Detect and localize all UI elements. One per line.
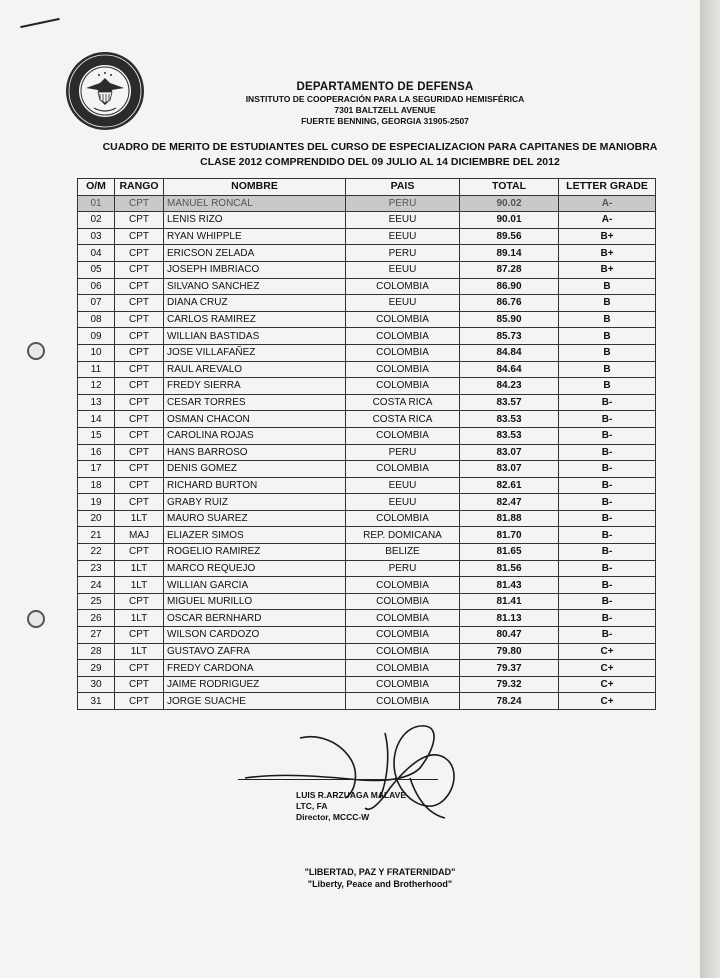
table-row — [78, 394, 656, 411]
cell-om: 12 — [78, 378, 115, 395]
table-header-row — [78, 179, 656, 196]
cell-rank: CPT — [115, 328, 164, 345]
cell-total: 83.53 — [460, 427, 559, 444]
cell-om: 19 — [78, 494, 115, 511]
cell-om: 06 — [78, 278, 115, 295]
cell-om: 26 — [78, 610, 115, 627]
cell-total: 81.65 — [460, 544, 559, 561]
cell-grade: B- — [559, 427, 656, 444]
cell-name: OSCAR BERNHARD — [164, 610, 346, 627]
motto-spanish: "LIBERTAD, PAZ Y FRATERNIDAD" — [304, 867, 456, 877]
merit-table — [77, 178, 656, 710]
cell-grade: B- — [559, 610, 656, 627]
cell-om: 14 — [78, 411, 115, 428]
cell-total: 83.53 — [460, 411, 559, 428]
table-row — [78, 344, 656, 361]
cell-grade: B- — [559, 577, 656, 594]
address-line-1: 7301 BALTZELL AVENUE — [334, 105, 436, 115]
cell-grade: B+ — [559, 245, 656, 262]
cell-rank: CPT — [115, 361, 164, 378]
table-row — [78, 544, 656, 561]
table-row — [78, 328, 656, 345]
table-row — [78, 212, 656, 229]
cell-total: 81.88 — [460, 510, 559, 527]
cell-total: 79.80 — [460, 643, 559, 660]
table-row — [78, 278, 656, 295]
table-body — [78, 195, 656, 709]
cell-total: 82.47 — [460, 494, 559, 511]
cell-om: 23 — [78, 560, 115, 577]
cell-country: EEUU — [346, 494, 460, 511]
cell-total: 81.13 — [460, 610, 559, 627]
cell-name: RAUL AREVALO — [164, 361, 346, 378]
motto — [250, 866, 510, 890]
table-row — [78, 627, 656, 644]
cell-total: 84.64 — [460, 361, 559, 378]
cell-rank: CPT — [115, 461, 164, 478]
cell-country: PERU — [346, 560, 460, 577]
table-row — [78, 527, 656, 544]
cell-om: 03 — [78, 228, 115, 245]
cell-rank: 1LT — [115, 643, 164, 660]
cell-country: EEUU — [346, 228, 460, 245]
cell-name: ERICSON ZELADA — [164, 245, 346, 262]
cell-total: 90.02 — [460, 195, 559, 212]
table-row — [78, 560, 656, 577]
cell-rank: CPT — [115, 660, 164, 677]
cell-country: COLOMBIA — [346, 660, 460, 677]
cell-grade: B- — [559, 394, 656, 411]
cell-name: MIGUEL MURILLO — [164, 593, 346, 610]
cell-country: COLOMBIA — [346, 676, 460, 693]
cell-om: 16 — [78, 444, 115, 461]
cell-rank: CPT — [115, 228, 164, 245]
table-row — [78, 610, 656, 627]
table-row — [78, 693, 656, 710]
cell-om: 11 — [78, 361, 115, 378]
cell-country: COLOMBIA — [346, 593, 460, 610]
cell-grade: B- — [559, 411, 656, 428]
cell-country: COSTA RICA — [346, 394, 460, 411]
header-grade: LETTER GRADE — [559, 179, 656, 196]
cell-om: 28 — [78, 643, 115, 660]
table-row — [78, 461, 656, 478]
cell-total: 85.90 — [460, 311, 559, 328]
cell-country: EEUU — [346, 261, 460, 278]
cell-rank: CPT — [115, 212, 164, 229]
table-row — [78, 261, 656, 278]
cell-grade: B — [559, 295, 656, 312]
cell-total: 81.56 — [460, 560, 559, 577]
cell-name: LENIS RIZO — [164, 212, 346, 229]
cell-country: COLOMBIA — [346, 643, 460, 660]
table-row — [78, 593, 656, 610]
cell-rank: MAJ — [115, 527, 164, 544]
cell-om: 09 — [78, 328, 115, 345]
cell-grade: B — [559, 344, 656, 361]
signer-name: LUIS R.ARZUAGA MALAVE — [296, 790, 407, 800]
cell-grade: C+ — [559, 643, 656, 660]
cell-name: ELIAZER SIMOS — [164, 527, 346, 544]
cell-country: BELIZE — [346, 544, 460, 561]
cell-name: DIANA CRUZ — [164, 295, 346, 312]
cell-country: COLOMBIA — [346, 461, 460, 478]
cell-total: 81.70 — [460, 527, 559, 544]
cell-name: OSMAN CHACON — [164, 411, 346, 428]
cell-om: 30 — [78, 676, 115, 693]
table-row — [78, 643, 656, 660]
cell-name: JOSE VILLAFAÑEZ — [164, 344, 346, 361]
cell-total: 83.07 — [460, 444, 559, 461]
table-row — [78, 577, 656, 594]
cell-om: 22 — [78, 544, 115, 561]
cell-country: COLOMBIA — [346, 328, 460, 345]
cell-name: SILVANO SANCHEZ — [164, 278, 346, 295]
cell-grade: B- — [559, 593, 656, 610]
signer-title: Director, MCCC-W — [296, 812, 370, 822]
cell-country: COLOMBIA — [346, 610, 460, 627]
cell-rank: 1LT — [115, 577, 164, 594]
cell-total: 81.41 — [460, 593, 559, 610]
header-rank: RANGO — [115, 179, 164, 196]
header-name: NOMBRE — [164, 179, 346, 196]
cell-name: GRABY RUIZ — [164, 494, 346, 511]
cell-total: 90.01 — [460, 212, 559, 229]
cell-rank: CPT — [115, 195, 164, 212]
table-row — [78, 477, 656, 494]
cell-country: EEUU — [346, 295, 460, 312]
cell-om: 08 — [78, 311, 115, 328]
cell-grade: B- — [559, 477, 656, 494]
cell-rank: CPT — [115, 494, 164, 511]
cell-om: 04 — [78, 245, 115, 262]
department-name: DEPARTAMENTO DE DEFENSA — [296, 81, 474, 93]
cell-om: 17 — [78, 461, 115, 478]
cell-country: COLOMBIA — [346, 693, 460, 710]
table-row — [78, 660, 656, 677]
cell-name: JAIME RODRIGUEZ — [164, 676, 346, 693]
cell-country: PERU — [346, 245, 460, 262]
cell-rank: CPT — [115, 344, 164, 361]
cell-om: 02 — [78, 212, 115, 229]
cell-om: 13 — [78, 394, 115, 411]
header-country: PAIS — [346, 179, 460, 196]
cell-rank: CPT — [115, 676, 164, 693]
cell-om: 31 — [78, 693, 115, 710]
cell-total: 87.28 — [460, 261, 559, 278]
cell-om: 07 — [78, 295, 115, 312]
cell-country: EEUU — [346, 212, 460, 229]
table-row — [78, 427, 656, 444]
letterhead — [150, 80, 620, 127]
cell-name: JORGE SUACHE — [164, 693, 346, 710]
cell-rank: CPT — [115, 411, 164, 428]
cell-name: RYAN WHIPPLE — [164, 228, 346, 245]
cell-grade: C+ — [559, 676, 656, 693]
cell-om: 18 — [78, 477, 115, 494]
dod-seal-icon — [64, 50, 146, 132]
cell-name: ROGELIO RAMIREZ — [164, 544, 346, 561]
punch-hole — [27, 342, 45, 360]
cell-country: COLOMBIA — [346, 510, 460, 527]
cell-country: REP. DOMICANA — [346, 527, 460, 544]
cell-rank: CPT — [115, 378, 164, 395]
table-row — [78, 361, 656, 378]
institute-name: INSTITUTO DE COOPERACIÓN PARA LA SEGURIDAD HEMISFÉRICA — [245, 94, 525, 104]
cell-grade: B+ — [559, 228, 656, 245]
cell-name: CESAR TORRES — [164, 394, 346, 411]
cell-name: WILLIAN GARCIA — [164, 577, 346, 594]
cell-rank: CPT — [115, 693, 164, 710]
cell-grade: B- — [559, 627, 656, 644]
cell-rank: CPT — [115, 261, 164, 278]
title-line-1: CUADRO DE MERITO DE ESTUDIANTES DEL CURSO DE ESPECIALIZACION PARA CAPITANES DE MANIOBRA — [102, 141, 658, 153]
cell-total: 89.56 — [460, 228, 559, 245]
cell-grade: B — [559, 378, 656, 395]
header-total: TOTAL — [460, 179, 559, 196]
cell-grade: B- — [559, 544, 656, 561]
cell-total: 78.24 — [460, 693, 559, 710]
cell-country: EEUU — [346, 477, 460, 494]
cell-rank: CPT — [115, 394, 164, 411]
cell-name: CARLOS RAMIREZ — [164, 311, 346, 328]
cell-rank: 1LT — [115, 510, 164, 527]
punch-hole — [27, 610, 45, 628]
cell-rank: CPT — [115, 311, 164, 328]
cell-name: WILSON CARDOZO — [164, 627, 346, 644]
signer-rank: LTC, FA — [296, 801, 328, 811]
cell-name: WILLIAN BASTIDAS — [164, 328, 346, 345]
cell-rank: CPT — [115, 627, 164, 644]
signer-block — [296, 790, 406, 823]
cell-total: 84.84 — [460, 344, 559, 361]
cell-grade: C+ — [559, 660, 656, 677]
cell-om: 29 — [78, 660, 115, 677]
cell-name: JOSEPH IMBRIACO — [164, 261, 346, 278]
cell-name: HANS BARROSO — [164, 444, 346, 461]
table-row — [78, 311, 656, 328]
cell-name: FREDY SIERRA — [164, 378, 346, 395]
cell-grade: B- — [559, 494, 656, 511]
table-row — [78, 378, 656, 395]
cell-total: 86.76 — [460, 295, 559, 312]
cell-name: DENIS GOMEZ — [164, 461, 346, 478]
cell-om: 05 — [78, 261, 115, 278]
cell-name: GUSTAVO ZAFRA — [164, 643, 346, 660]
cell-country: COLOMBIA — [346, 427, 460, 444]
header-om: O/M — [78, 179, 115, 196]
cell-om: 27 — [78, 627, 115, 644]
cell-name: RICHARD BURTON — [164, 477, 346, 494]
cell-country: COSTA RICA — [346, 411, 460, 428]
cell-total: 79.32 — [460, 676, 559, 693]
table-row — [78, 676, 656, 693]
cell-om: 24 — [78, 577, 115, 594]
cell-country: COLOMBIA — [346, 344, 460, 361]
cell-grade: A- — [559, 212, 656, 229]
cell-country: COLOMBIA — [346, 378, 460, 395]
cell-country: COLOMBIA — [346, 361, 460, 378]
cell-grade: B- — [559, 461, 656, 478]
title-line-2: CLASE 2012 COMPRENDIDO DEL 09 JULIO AL 14 DICIEMBRE DEL 2012 — [200, 156, 560, 168]
cell-grade: B — [559, 328, 656, 345]
pen-mark — [20, 18, 60, 28]
cell-rank: CPT — [115, 245, 164, 262]
cell-name: FREDY CARDONA — [164, 660, 346, 677]
cell-country: COLOMBIA — [346, 577, 460, 594]
table-row — [78, 510, 656, 527]
signature-line — [238, 779, 438, 780]
cell-grade: B- — [559, 560, 656, 577]
cell-grade: B — [559, 311, 656, 328]
cell-om: 20 — [78, 510, 115, 527]
cell-grade: B- — [559, 527, 656, 544]
cell-country: COLOMBIA — [346, 627, 460, 644]
table-row — [78, 245, 656, 262]
table-row — [78, 411, 656, 428]
cell-om: 10 — [78, 344, 115, 361]
cell-total: 89.14 — [460, 245, 559, 262]
document-title — [80, 140, 680, 170]
cell-name: CAROLINA ROJAS — [164, 427, 346, 444]
cell-country: PERU — [346, 444, 460, 461]
cell-rank: CPT — [115, 427, 164, 444]
cell-total: 85.73 — [460, 328, 559, 345]
cell-total: 79.37 — [460, 660, 559, 677]
table-row — [78, 444, 656, 461]
cell-rank: CPT — [115, 444, 164, 461]
page-edge — [700, 0, 720, 978]
cell-grade: B+ — [559, 261, 656, 278]
cell-grade: B — [559, 361, 656, 378]
cell-total: 80.47 — [460, 627, 559, 644]
cell-om: 15 — [78, 427, 115, 444]
cell-total: 83.07 — [460, 461, 559, 478]
cell-grade: B — [559, 278, 656, 295]
cell-grade: A- — [559, 195, 656, 212]
cell-grade: B- — [559, 510, 656, 527]
cell-rank: CPT — [115, 295, 164, 312]
cell-name: MANUEL RONCAL — [164, 195, 346, 212]
cell-name: MARCO REQUEJO — [164, 560, 346, 577]
cell-om: 21 — [78, 527, 115, 544]
cell-total: 84.23 — [460, 378, 559, 395]
cell-rank: CPT — [115, 477, 164, 494]
cell-country: COLOMBIA — [346, 311, 460, 328]
address-line-2: FUERTE BENNING, GEORGIA 31905-2507 — [301, 116, 469, 126]
cell-rank: CPT — [115, 593, 164, 610]
cell-om: 25 — [78, 593, 115, 610]
cell-rank: CPT — [115, 544, 164, 561]
cell-name: MAURO SUAREZ — [164, 510, 346, 527]
cell-country: COLOMBIA — [346, 278, 460, 295]
cell-rank: 1LT — [115, 610, 164, 627]
cell-total: 82.61 — [460, 477, 559, 494]
table-row — [78, 228, 656, 245]
motto-english: "Liberty, Peace and Brotherhood" — [307, 879, 453, 889]
table-row — [78, 295, 656, 312]
cell-rank: CPT — [115, 278, 164, 295]
cell-total: 83.57 — [460, 394, 559, 411]
table-row — [78, 195, 656, 212]
cell-grade: B- — [559, 444, 656, 461]
cell-total: 81.43 — [460, 577, 559, 594]
cell-grade: C+ — [559, 693, 656, 710]
cell-country: PERU — [346, 195, 460, 212]
cell-om: 01 — [78, 195, 115, 212]
table-row — [78, 494, 656, 511]
cell-total: 86.90 — [460, 278, 559, 295]
cell-rank: 1LT — [115, 560, 164, 577]
